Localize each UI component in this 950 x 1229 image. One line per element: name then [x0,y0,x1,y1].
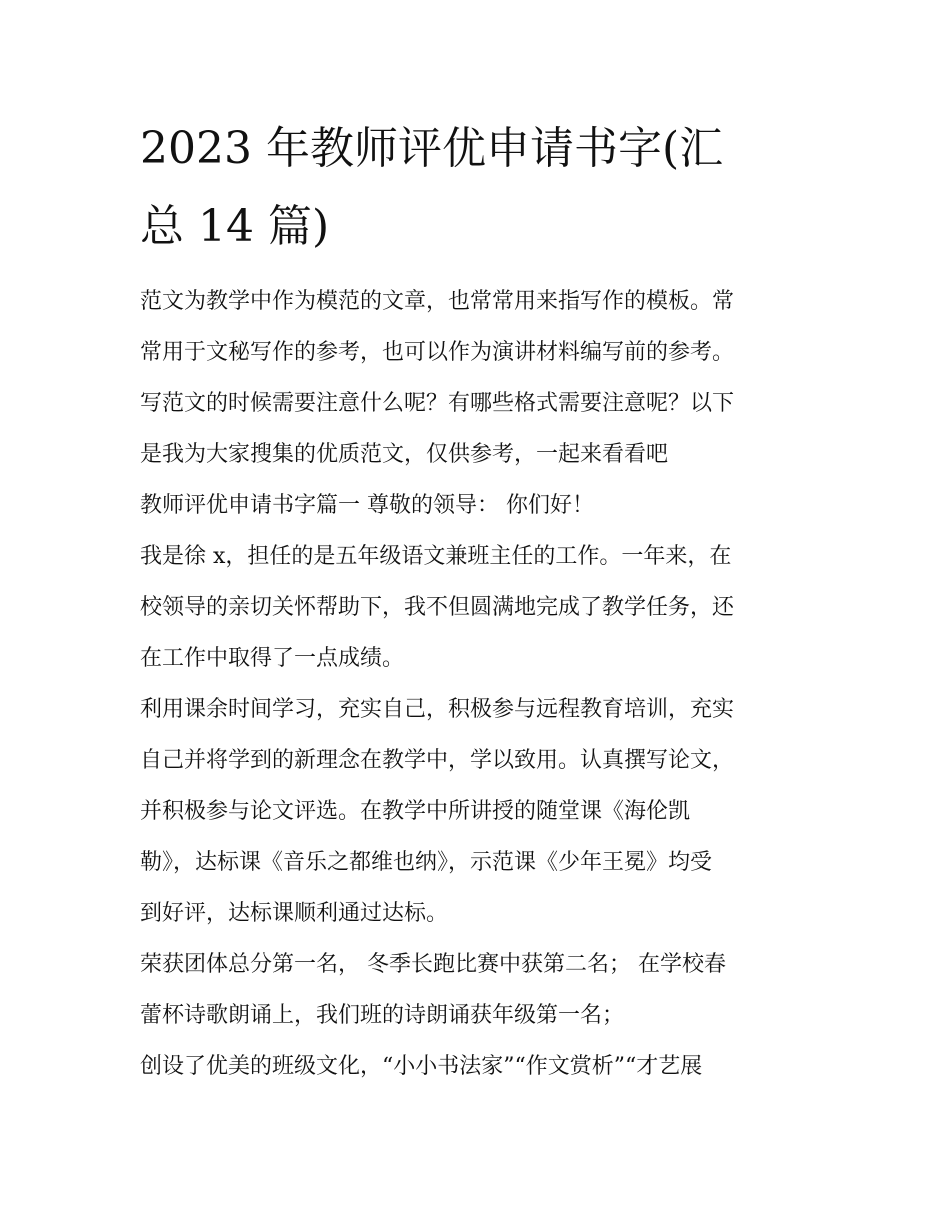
body-line: 教师评优申请书字篇一 尊敬的领导： 你们好！ [140,493,594,518]
body-line: 常用于文秘写作的参考，也可以作为演讲材料编写前的参考。 [140,340,735,365]
body-line: 勒》，达标课《音乐之都维也纳》，示范课《少年王冕》均受 [140,850,713,875]
body-line: 范文为教学中作为模范的文章，也常常用来指写作的模板。常 [140,289,735,314]
body-line: 我是徐 x，担任的是五年级语文兼班主任的工作。一年来，在 [140,544,732,569]
document-title [140,110,820,266]
body-line: 自己并将学到的新理念在教学中，学以致用。认真撰写论文， [140,748,735,773]
document-body [140,276,830,1092]
body-line: 蕾杯诗歌朗诵上，我们班的诗朗诵获年级第一名； [140,1003,625,1028]
body-line: 到好评，达标课顺利通过达标。 [140,901,449,926]
body-line: 是我为大家搜集的优质范文，仅供参考，一起来看看吧 [140,442,669,467]
body-line: 利用课余时间学习，充实自己，积极参与远程教育培训，充实 [140,697,735,722]
body-line: 校领导的亲切关怀帮助下，我不但圆满地完成了教学任务，还 [140,595,735,620]
body-line: 写范文的时候需要注意什么呢？有哪些格式需要注意呢？以下 [140,391,735,416]
body-line: 在工作中取得了一点成绩。 [140,646,405,671]
body-line: 荣获团体总分第一名， 冬季长跑比赛中获第二名； 在学校春 [140,952,726,977]
title-line: 2023 年教师评优申请书字(汇 [140,123,724,174]
body-line: 并积极参与论文评选。在教学中所讲授的随堂课《海伦凯 [140,799,691,824]
body-line: 创设了优美的班级文化，“小小书法家”“作文赏析”“才艺展 [140,1054,703,1079]
title-line: 总 14 篇) [140,201,330,252]
